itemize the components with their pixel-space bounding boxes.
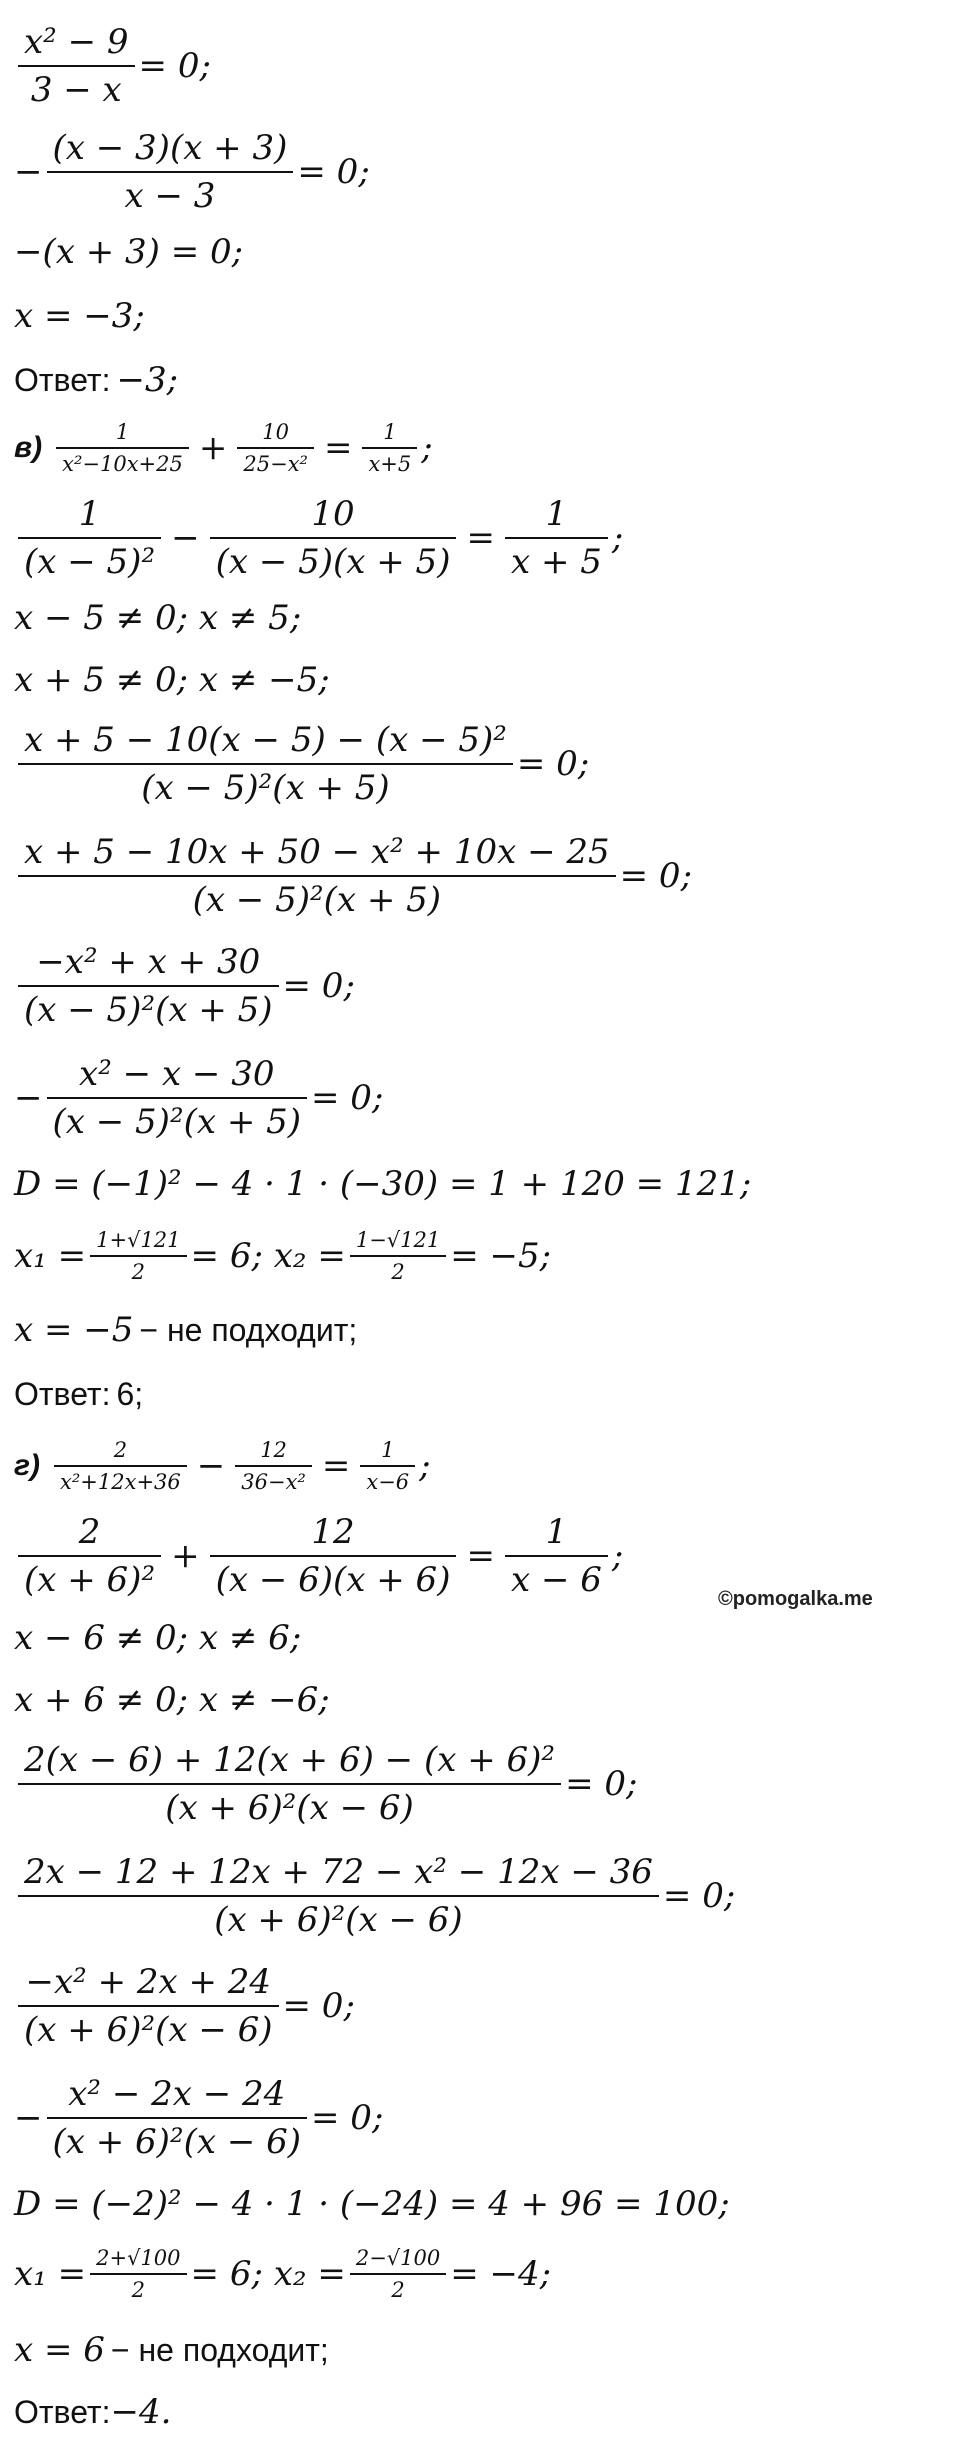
equation-line-23 <box>14 1852 735 1940</box>
numerator: 10 <box>311 494 355 534</box>
equation-line-15 <box>14 1228 551 1284</box>
operator: = <box>466 518 495 558</box>
numerator: x + 5 − 10x + 50 − x² + 10x − 25 <box>24 832 610 872</box>
equation-tail: = 0; <box>619 856 693 896</box>
denominator: x − 6 <box>510 1560 602 1600</box>
equation-text: D = (−2)² − 4 · 1 · (−24) = 4 + 96 = 100; <box>14 2184 730 2224</box>
numerator: x + 5 − 10(x − 5) − (x − 5)² <box>24 720 507 760</box>
fraction <box>56 420 189 476</box>
equation-text: x = −3; <box>14 296 145 336</box>
operator: = <box>466 1536 495 1576</box>
answer-line-v <box>14 1376 143 1413</box>
answer-label: Ответ: <box>14 2393 111 2430</box>
answer-value: 6; <box>116 1376 144 1412</box>
note-text: − не подходит; <box>139 1311 358 1348</box>
denominator: (x − 5)²(x + 5) <box>141 768 390 808</box>
equation-line-19 <box>14 1512 623 1600</box>
numerator: 2x − 12 + 12x + 72 − x² − 12x − 36 <box>24 1852 653 1892</box>
denominator: 3 − x <box>30 70 122 110</box>
equation-tail: = 0; <box>138 46 211 86</box>
fraction <box>47 2074 308 2162</box>
numerator: 10 <box>262 420 290 444</box>
equation-text: x + 5 ≠ 0; x ≠ −5; <box>14 660 330 700</box>
equation-line-25 <box>14 2074 383 2162</box>
answer-label: Ответ: <box>14 361 111 398</box>
numerator: 1 <box>78 494 101 534</box>
equation-line-22 <box>14 1740 637 1828</box>
minus-sign: − <box>14 2098 43 2138</box>
numerator: 1 <box>381 1438 395 1462</box>
numerator: −x² + 2x + 24 <box>25 1962 272 2002</box>
fraction <box>54 1438 187 1494</box>
equation-text: x + 6 ≠ 0; x ≠ −6; <box>14 1680 330 1720</box>
equation-line-16 <box>14 1310 357 1350</box>
answer-value: −3; <box>116 360 179 400</box>
denominator: (x + 6)²(x − 6) <box>52 2122 302 2162</box>
denominator: x−6 <box>366 1470 410 1494</box>
numerator: 1 <box>383 420 397 444</box>
operator: − <box>196 1446 226 1486</box>
denominator: (x + 6)²(x − 6) <box>24 2010 273 2050</box>
equation-line-7 <box>14 494 623 582</box>
equation-tail: ; <box>421 428 433 468</box>
fraction <box>18 942 279 1030</box>
equation-tail: ; <box>611 518 624 558</box>
denominator: (x − 5)²(x + 5) <box>192 880 442 920</box>
operator: + <box>171 1536 200 1576</box>
numerator: −x² + x + 30 <box>36 942 261 982</box>
equation-line-27 <box>14 2246 551 2302</box>
note-text: − не подходит; <box>110 2331 329 2368</box>
answer-value: −4. <box>110 2392 172 2432</box>
answer-line-b <box>14 360 178 400</box>
equation-line-14 <box>14 1164 751 1204</box>
fraction <box>210 494 457 582</box>
equation-line-28 <box>14 2330 329 2370</box>
numerator: x² − x − 30 <box>79 1054 275 1094</box>
equation-tail: = −5; <box>450 1236 552 1276</box>
equation-prefix: x₁ = <box>14 1236 87 1276</box>
equation-tail: = 0; <box>282 1986 355 2026</box>
fraction <box>360 1438 415 1494</box>
equation-tail: = 0; <box>311 1078 384 1118</box>
answer-label: Ответ: <box>14 1376 111 1412</box>
fraction <box>237 420 314 476</box>
operator: − <box>171 518 200 558</box>
equation-tail: = 0; <box>565 1764 638 1804</box>
fraction <box>210 1512 457 1600</box>
denominator: (x − 5)(x + 5) <box>215 542 451 582</box>
equation-line-24 <box>14 1962 355 2050</box>
numerator: x² − 9 <box>24 22 129 62</box>
denominator: 2 <box>131 1260 145 1284</box>
denominator: (x − 5)²(x + 5) <box>24 990 273 1030</box>
numerator: 1+√121 <box>96 1228 181 1252</box>
equation-tail: = 0; <box>662 1876 736 1916</box>
watermark: ©pomogalka.me <box>718 1588 873 1610</box>
equation-tail: = 0; <box>282 966 355 1006</box>
fraction <box>90 2246 186 2302</box>
equation-text: x − 5 ≠ 0; x ≠ 5; <box>14 598 302 638</box>
problem-label: г) <box>14 1449 41 1482</box>
equation-line-12 <box>14 942 355 1030</box>
answer-line-g <box>14 2392 171 2432</box>
numerator: x² − 2x − 24 <box>68 2074 286 2114</box>
fraction <box>18 1512 161 1600</box>
fraction <box>505 1512 608 1600</box>
fraction <box>505 494 608 582</box>
equation-tail: ; <box>611 1536 624 1576</box>
denominator: 2 <box>391 2278 405 2302</box>
denominator: 2 <box>391 1260 405 1284</box>
fraction <box>47 1054 308 1142</box>
numerator: 1 <box>115 420 130 444</box>
equation-tail: = 0; <box>311 2098 384 2138</box>
equation-text: D = (−1)² − 4 · 1 · (−30) = 1 + 120 = 121; <box>14 1164 752 1204</box>
equation-line-1 <box>14 22 211 110</box>
fraction <box>18 1852 659 1940</box>
equation-line-2 <box>14 128 370 216</box>
denominator: x + 5 <box>510 542 602 582</box>
equation-text: x = 6 <box>14 2330 105 2370</box>
numerator: 1 <box>545 1512 568 1552</box>
fraction <box>350 2246 446 2302</box>
numerator: 2(x − 6) + 12(x + 6) − (x + 6)² <box>24 1740 556 1780</box>
equation-middle: = 6; x₂ = <box>190 2254 346 2294</box>
problem-g-header <box>14 1438 431 1494</box>
equation-tail: = 0; <box>297 152 370 192</box>
equation-line-9 <box>14 660 330 700</box>
problem-v-header <box>14 420 433 476</box>
minus-sign: − <box>14 152 43 192</box>
denominator: (x + 6)²(x − 6) <box>165 1788 414 1828</box>
numerator: 12 <box>311 1512 355 1552</box>
equation-prefix: x₁ = <box>14 2254 87 2294</box>
operator: = <box>321 1446 351 1486</box>
equation-line-4 <box>14 296 145 336</box>
numerator: 1 <box>545 494 568 534</box>
denominator: (x − 5)² <box>24 542 156 582</box>
denominator: (x − 5)²(x + 5) <box>52 1102 302 1142</box>
denominator: x − 3 <box>124 176 216 216</box>
fraction <box>18 720 513 808</box>
fraction <box>350 1228 446 1284</box>
equation-text: x − 6 ≠ 0; x ≠ 6; <box>14 1618 302 1658</box>
numerator: (x − 3)(x + 3) <box>52 128 288 168</box>
denominator: x²−10x+25 <box>62 452 183 476</box>
fraction <box>18 494 161 582</box>
fraction <box>90 1228 186 1284</box>
equation-line-26 <box>14 2184 730 2224</box>
fraction <box>18 1740 561 1828</box>
numerator: 2−√100 <box>355 2246 441 2270</box>
denominator: (x + 6)² <box>24 1560 156 1600</box>
numerator: 2+√100 <box>96 2246 181 2270</box>
denominator: (x + 6)²(x − 6) <box>214 1900 463 1940</box>
equation-tail: ; <box>419 1446 431 1486</box>
equation-line-11 <box>14 832 692 920</box>
equation-middle: = 6; x₂ = <box>190 1236 346 1276</box>
minus-sign: − <box>14 1078 43 1118</box>
numerator: 2 <box>78 1512 101 1552</box>
fraction <box>18 1962 279 2050</box>
numerator: 2 <box>113 1438 128 1462</box>
denominator: 25−x² <box>243 452 308 476</box>
fraction <box>18 832 616 920</box>
equation-line-3 <box>14 232 243 272</box>
denominator: x²+12x+36 <box>60 1470 181 1494</box>
equation-text: −(x + 3) = 0; <box>14 232 244 272</box>
fraction <box>235 1438 312 1494</box>
equation-tail: = 0; <box>516 744 590 784</box>
equation-line-21 <box>14 1680 330 1720</box>
fraction <box>47 128 294 216</box>
denominator: 36−x² <box>241 1470 306 1494</box>
equation-tail: = −4; <box>450 2254 552 2294</box>
operator: + <box>198 428 228 468</box>
operator: = <box>323 428 353 468</box>
denominator: (x − 6)(x + 6) <box>215 1560 451 1600</box>
numerator: 1−√121 <box>355 1228 441 1252</box>
problem-label: в) <box>14 431 43 464</box>
denominator: 2 <box>131 2278 145 2302</box>
equation-line-13 <box>14 1054 383 1142</box>
numerator: 12 <box>260 1438 287 1462</box>
equation-text: x = −5 <box>14 1310 134 1350</box>
fraction <box>18 22 135 110</box>
equation-line-20 <box>14 1618 301 1658</box>
equation-line-8 <box>14 598 301 638</box>
fraction <box>362 420 417 476</box>
equation-line-10 <box>14 720 589 808</box>
denominator: x+5 <box>368 452 412 476</box>
